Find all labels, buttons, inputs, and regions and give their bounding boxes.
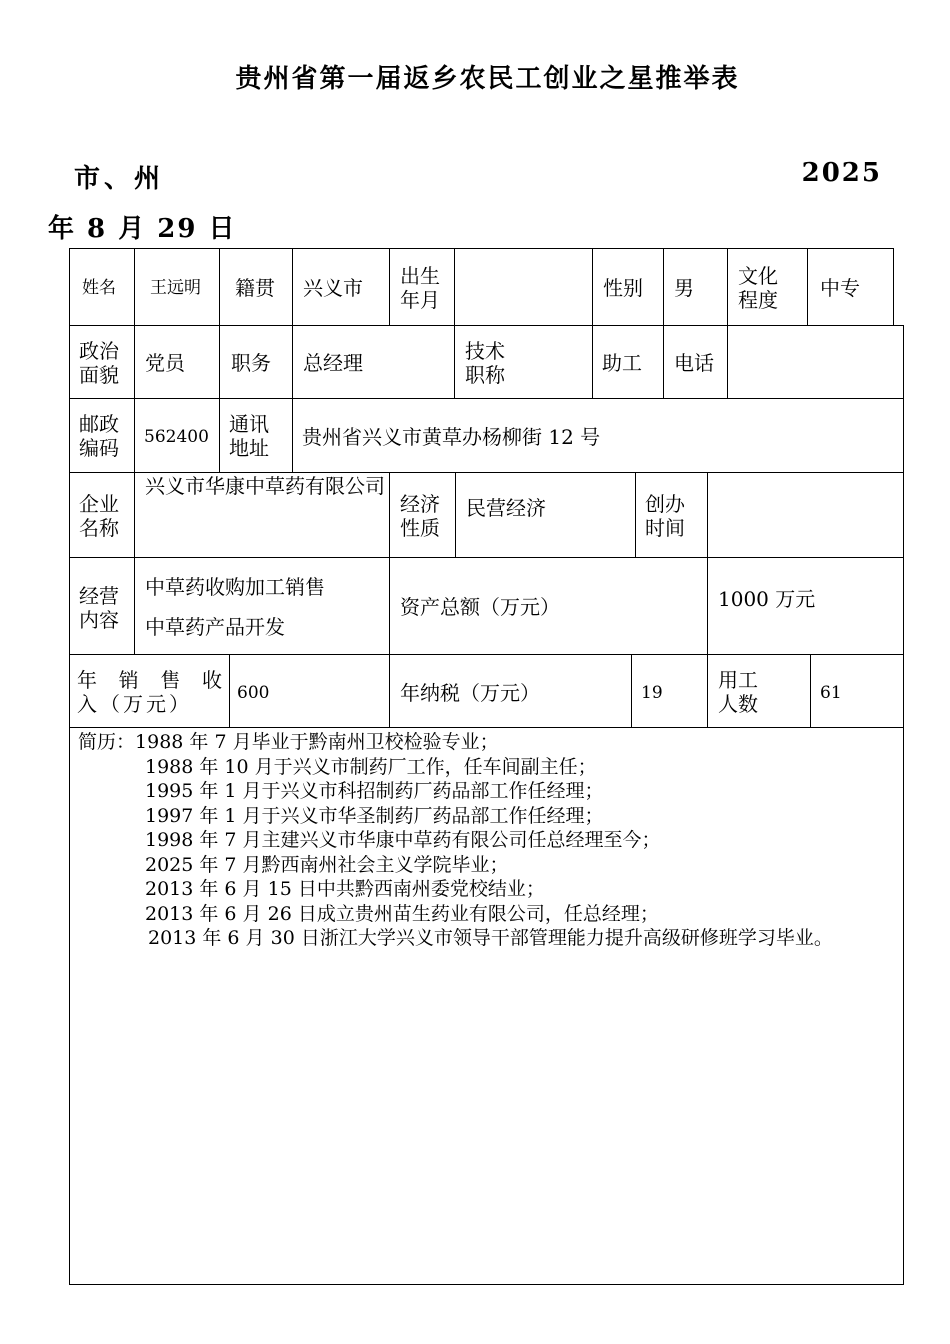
resume-entry: 2013 年 6 月 26 日成立贵州苗生药业有限公司，任总经理； [145,902,659,925]
origin-label: 籍贯 [235,276,275,300]
resume-entry: 1988 年 10 月于兴义市制药厂工作，任车间副主任； [145,755,597,778]
table-rule [727,248,728,326]
title-label: 技术职称 [465,339,505,387]
sales-label: 年 销 售 收 入（万元） [77,668,225,716]
sales-value: 600 [237,683,270,703]
table-rule [807,248,808,326]
education-value: 中专 [820,276,860,300]
resume-entry: 2013 年 6 月 15 日中共黔西南州委党校结业； [145,878,545,900]
form-title: 贵州省第一届返乡农民工创业之星推举表 [235,64,740,94]
table-rule [69,472,904,473]
table-rule [389,557,390,655]
table-rule [454,248,455,326]
gender-label: 性别 [603,276,643,300]
postcode-label: 邮政编码 [79,412,119,460]
address-value: 贵州省兴义市黄草办杨柳街 12 号 [302,425,601,449]
resume-entry: 1998 年 7 月主建兴义市华康中草药有限公司任总经理至今； [145,829,661,851]
employees-label: 用工人数 [718,668,758,716]
phone-label: 电话 [674,351,714,375]
resume-label: 简历： [78,731,136,753]
title-value: 助工 [602,351,642,375]
table-rule [219,398,220,473]
region-label: 市、州 [74,164,165,194]
table-rule [455,472,456,558]
assets-label: 资产总额（万元） [400,595,560,619]
founded-label: 创办时间 [645,492,685,540]
table-rule [631,654,632,728]
table-rule [69,325,904,326]
position-label: 职务 [231,351,271,375]
table-rule [592,325,593,399]
table-rule [292,398,293,473]
table-rule [727,325,728,399]
table-rule [663,248,664,326]
table-rule [134,325,135,399]
business-line-2: 中草药产品开发 [145,615,285,639]
politics-value: 党员 [145,351,185,375]
company-label: 企业名称 [79,492,119,540]
gender-value: 男 [674,276,694,300]
economy-value: 民营经济 [466,496,546,520]
nomination-form-table [69,248,904,1285]
politics-label: 政治面貌 [79,339,119,387]
table-rule [810,654,811,728]
tax-value: 19 [641,683,663,703]
position-value: 总经理 [303,351,363,375]
resume-entry: 2013 年 6 月 30 日浙江大学兴义市领导干部管理能力提升高级研修班学习毕业。 [148,927,833,949]
year-label: 2025 [801,158,882,188]
table-rule [219,248,220,326]
table-rule [454,325,455,399]
table-rule [389,472,390,558]
table-rule [893,248,894,326]
education-label: 文化程度 [738,264,778,312]
table-rule [229,654,230,728]
name-label: 姓名 [82,278,116,298]
employees-value: 61 [820,683,842,703]
company-value: 兴义市华康中草药有限公司 [145,474,385,498]
table-rule [134,472,135,558]
table-rule [69,654,904,655]
table-rule [707,654,708,728]
origin-value: 兴义市 [303,276,363,300]
table-rule [219,325,220,399]
resume-section [78,730,898,951]
table-rule [663,325,664,399]
table-rule [635,472,636,558]
assets-value: 1000 万元 [718,587,816,611]
tax-label: 年纳税（万元） [400,681,540,705]
table-rule [69,1284,904,1285]
resume-entry: 简历：1988 年 7 月毕业于黔南州卫校检验专业； [78,731,499,753]
table-rule [292,325,293,399]
business-line-1: 中草药收购加工销售 [145,575,325,599]
date-label: 年 8 月 29 日 [48,214,237,244]
postcode-value: 562400 [144,427,209,447]
birth-label: 出生年月 [400,264,440,312]
table-rule [69,557,904,558]
resume-entry: 1997 年 1 月于兴义市华圣制药厂药品部工作任经理； [145,804,604,827]
table-rule [292,248,293,326]
table-rule [707,557,708,655]
resume-entry: 2025 年 7 月黔西南州社会主义学院毕业； [145,853,509,876]
table-rule [903,325,904,1285]
table-rule [134,248,135,326]
table-rule [69,398,904,399]
table-rule [69,727,904,728]
address-label: 通讯地址 [229,412,269,460]
name-value: 王远明 [150,278,201,298]
table-rule [69,248,894,249]
economy-label: 经济性质 [400,492,440,540]
table-rule [134,557,135,655]
table-rule [389,248,390,326]
table-rule [69,248,70,1285]
business-label: 经营内容 [79,584,119,632]
table-rule [592,248,593,326]
table-rule [389,654,390,728]
table-rule [134,398,135,473]
table-rule [707,472,708,558]
resume-entry: 1995 年 1 月于兴义市科招制药厂药品部工作任经理； [145,780,604,802]
